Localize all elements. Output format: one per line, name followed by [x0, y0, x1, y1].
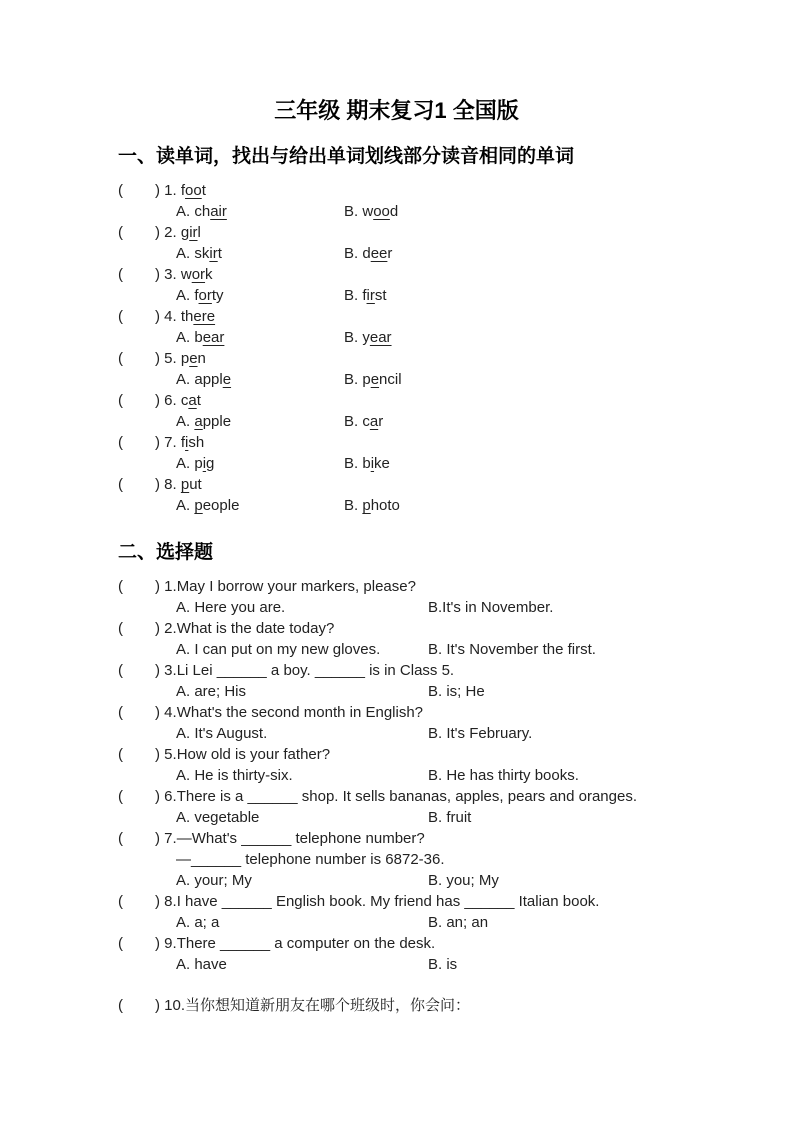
answer-bracket-open: ( — [118, 350, 123, 367]
option-b: B. It's November the first. — [428, 641, 596, 658]
answer-bracket-close: ) — [155, 746, 160, 763]
s1-item-6-word-row — [0, 390, 793, 411]
answer-bracket-open: ( — [118, 935, 123, 952]
option-b-word: year — [362, 329, 392, 346]
s2-item-7-options-row — [0, 870, 793, 891]
question-text: I have ______ English book. My friend has ______ Italian book. — [176, 893, 600, 910]
s2-item-9-options-row — [0, 954, 793, 975]
s1-item-4 — [0, 306, 793, 348]
option-a — [176, 453, 214, 474]
s1-item-1 — [0, 180, 793, 222]
answer-bracket-open: ( — [118, 830, 123, 847]
option-b: B. an; an — [428, 914, 489, 931]
question-line — [155, 618, 334, 639]
question-text: —What's ______ telephone number? — [176, 830, 425, 847]
answer-bracket-open: ( — [118, 392, 123, 409]
answer-bracket-close: ) — [155, 224, 160, 241]
answer-bracket-open: ( — [118, 434, 123, 451]
answer-bracket-open: ( — [118, 266, 123, 283]
underlined-letters: ee — [370, 245, 388, 262]
option-a: A. vegetable — [176, 809, 260, 826]
option-a: A. It's August. — [176, 725, 268, 742]
option-b — [344, 369, 402, 390]
option-b-word: pencil — [362, 371, 402, 388]
answer-bracket-close: ) — [155, 788, 160, 805]
answer-bracket-close: ) — [155, 182, 160, 199]
option-a: A. a; a — [176, 914, 220, 931]
option-b: B. is; He — [428, 683, 485, 700]
question-text: What's the second month in English? — [176, 704, 424, 721]
underlined-letters: oo — [373, 203, 390, 220]
item-number: 8. — [164, 476, 177, 493]
s2-item-7-question-row — [0, 828, 793, 849]
option-a — [176, 369, 231, 390]
item-number: 4. — [164, 308, 177, 325]
s2-item-6-options-row — [0, 807, 793, 828]
option-b — [344, 243, 392, 264]
underlined-letters: ir — [209, 245, 218, 262]
s1-item-5-options-row — [0, 369, 793, 390]
option-b-label: B. — [344, 455, 359, 472]
section1-heading: 一、读单词，找出与给出单词划线部分读音相同的单词 — [118, 146, 575, 167]
answer-bracket-open: ( — [118, 893, 123, 910]
option-b — [344, 285, 387, 306]
option-b-label: B. — [344, 497, 359, 514]
option-b-word: bike — [362, 455, 390, 472]
underlined-letters: p — [194, 497, 203, 514]
s2-item-1 — [0, 576, 793, 618]
answer-bracket-close: ) — [155, 935, 160, 952]
s2-item-4-options-row — [0, 723, 793, 744]
answer-bracket-close: ) — [155, 350, 160, 367]
underlined-letters: air — [210, 203, 227, 220]
underlined-letters: ear — [202, 329, 225, 346]
underlined-letters: ere — [193, 308, 216, 325]
s2-item-9-question-row — [0, 933, 793, 954]
s2-item-7-question-line2-row — [0, 849, 793, 870]
word-line — [155, 264, 213, 285]
s1-item-8 — [0, 474, 793, 516]
underlined-letters: e — [222, 371, 232, 388]
underlined-letters: ear — [369, 329, 392, 346]
answer-bracket-close: ) — [155, 578, 160, 595]
word-line — [155, 390, 201, 411]
target-word: cat — [180, 392, 201, 409]
underlined-letters: ir — [366, 287, 375, 304]
option-a-word: bear — [194, 329, 225, 346]
question-line — [155, 576, 416, 597]
item-number: 6. — [164, 392, 177, 409]
item-number: 5. — [164, 746, 177, 763]
option-a-label: A. — [176, 329, 191, 346]
option-b-label: B. — [344, 413, 359, 430]
page-title: 三年级 期末复习1 全国版 — [274, 98, 519, 123]
option-b-word: wood — [362, 203, 399, 220]
underlined-letters: i — [185, 434, 189, 451]
s1-item-3-word-row — [0, 264, 793, 285]
option-a: A. I can put on my new gloves. — [176, 641, 381, 658]
option-a — [176, 201, 227, 222]
s2-item-5-question-row — [0, 744, 793, 765]
s1-item-1-word-row — [0, 180, 793, 201]
target-word: there — [180, 308, 216, 325]
option-b-word: photo — [362, 497, 400, 514]
underlined-letters: a — [369, 413, 379, 430]
answer-bracket-open: ( — [118, 224, 123, 241]
s2-item-7 — [0, 828, 793, 891]
s1-item-2-options-row — [0, 243, 793, 264]
s1-item-8-options-row — [0, 495, 793, 516]
s1-item-7-word-row — [0, 432, 793, 453]
question-text: What is the date today? — [176, 620, 335, 637]
option-a-word: pig — [194, 455, 215, 472]
item-number: 7. — [164, 434, 177, 451]
question-line — [155, 786, 637, 807]
s1-item-5-word-row — [0, 348, 793, 369]
option-b — [344, 411, 383, 432]
item-number: 2. — [164, 224, 177, 241]
s1-item-5 — [0, 348, 793, 390]
item-number: 3. — [164, 662, 177, 679]
s2-item-3 — [0, 660, 793, 702]
question-line — [155, 995, 470, 1016]
underlined-letters: e — [370, 371, 380, 388]
option-a-label: A. — [176, 371, 191, 388]
s2-item-3-question-row — [0, 660, 793, 681]
answer-bracket-close: ) — [155, 434, 160, 451]
underlined-letters: e — [189, 350, 198, 367]
option-a-label: A. — [176, 455, 191, 472]
s2-item-1-question-row — [0, 576, 793, 597]
word-line — [155, 222, 201, 243]
underlined-letters: a — [188, 392, 197, 409]
s2-item-5-options-row — [0, 765, 793, 786]
option-b-label: B. — [344, 371, 359, 388]
target-word: girl — [180, 224, 201, 241]
item-number: 4. — [164, 704, 177, 721]
s2-item-8-question-row — [0, 891, 793, 912]
question-text: There is a ______ shop. It sells bananas, apples, pears and oranges. — [176, 788, 637, 805]
option-b — [344, 495, 400, 516]
answer-bracket-close: ) — [155, 476, 160, 493]
s2-item-8 — [0, 891, 793, 933]
question-text: 当你想知道新朋友在哪个班级时，你会问： — [185, 997, 471, 1014]
option-a: A. your; My — [176, 872, 252, 889]
s1-item-7 — [0, 432, 793, 474]
answer-bracket-open: ( — [118, 746, 123, 763]
answer-bracket-close: ) — [155, 266, 160, 283]
option-b — [344, 327, 392, 348]
option-a: A. are; His — [176, 683, 247, 700]
option-a-word: apple — [194, 413, 232, 430]
option-a: A. Here you are. — [176, 599, 286, 616]
word-line — [155, 432, 204, 453]
s1-item-3 — [0, 264, 793, 306]
s2-item-2-options-row — [0, 639, 793, 660]
target-word: work — [180, 266, 213, 283]
option-b-label: B. — [344, 245, 359, 262]
option-a-label: A. — [176, 497, 191, 514]
option-a — [176, 243, 222, 264]
option-a-word: skirt — [194, 245, 222, 262]
option-a-label: A. — [176, 245, 191, 262]
answer-bracket-open: ( — [118, 662, 123, 679]
question-line — [155, 660, 454, 681]
underlined-letters: i — [202, 455, 207, 472]
option-a-word: chair — [194, 203, 227, 220]
answer-bracket-open: ( — [118, 704, 123, 721]
item-number: 7. — [164, 830, 177, 847]
option-b: B. He has thirty books. — [428, 767, 579, 784]
item-number: 6. — [164, 788, 177, 805]
s1-item-3-options-row — [0, 285, 793, 306]
word-line — [155, 474, 202, 495]
item-number: 1. — [164, 182, 177, 199]
option-a: A. have — [176, 956, 227, 973]
underlined-letters: or — [191, 266, 206, 283]
underlined-letters: p — [180, 476, 190, 493]
s2-item-5 — [0, 744, 793, 786]
option-a — [176, 495, 239, 516]
s2-item-9 — [0, 933, 793, 975]
option-b-label: B. — [344, 203, 359, 220]
s2-item-2 — [0, 618, 793, 660]
s2-item-6-question-row — [0, 786, 793, 807]
option-b: B.It's in November. — [428, 599, 554, 616]
answer-bracket-open: ( — [118, 578, 123, 595]
question-line — [155, 702, 423, 723]
option-b: B. It's February. — [428, 725, 533, 742]
section2-heading: 二、选择题 — [118, 542, 214, 563]
s1-item-4-word-row — [0, 306, 793, 327]
option-b-word: deer — [362, 245, 393, 262]
s2-item-1-options-row — [0, 597, 793, 618]
underlined-letters: a — [194, 413, 203, 430]
answer-bracket-close: ) — [155, 830, 160, 847]
target-word: put — [180, 476, 202, 493]
item-number: 3. — [164, 266, 177, 283]
s1-item-6-options-row — [0, 411, 793, 432]
answer-bracket-open: ( — [118, 788, 123, 805]
section1-items — [0, 180, 793, 516]
option-b-label: B. — [344, 329, 359, 346]
underlined-letters: p — [362, 497, 371, 514]
question-text-line2: —______ telephone number is 6872-36. — [176, 851, 445, 868]
option-a-label: A. — [176, 203, 191, 220]
item-number: 1. — [164, 578, 177, 595]
option-a-label: A. — [176, 413, 191, 430]
answer-bracket-open: ( — [118, 620, 123, 637]
option-b — [344, 453, 390, 474]
question-line — [155, 933, 435, 954]
underlined-letters: ir — [189, 224, 198, 241]
option-b-label: B. — [344, 287, 359, 304]
word-line — [155, 306, 215, 327]
item-number: 5. — [164, 350, 177, 367]
answer-bracket-close: ) — [155, 308, 160, 325]
option-b-word: car — [362, 413, 384, 430]
s1-item-2 — [0, 222, 793, 264]
option-b: B. is — [428, 956, 458, 973]
answer-bracket-open: ( — [118, 476, 123, 493]
word-line — [155, 348, 206, 369]
target-word: fish — [180, 434, 205, 451]
question-line — [155, 891, 599, 912]
answer-bracket-open: ( — [118, 182, 123, 199]
s2-item-6 — [0, 786, 793, 828]
s2-item-10 — [0, 995, 793, 1016]
s1-item-8-word-row — [0, 474, 793, 495]
underlined-letters: i — [370, 455, 375, 472]
question-line — [155, 744, 330, 765]
option-a-label: A. — [176, 287, 191, 304]
question-text: Li Lei ______ a boy. ______ is in Class 5. — [176, 662, 455, 679]
s1-item-1-options-row — [0, 201, 793, 222]
answer-bracket-close: ) — [155, 704, 160, 721]
s1-item-6 — [0, 390, 793, 432]
question-line — [155, 828, 425, 849]
s2-item-8-options-row — [0, 912, 793, 933]
question-text: There ______ a computer on the desk. — [176, 935, 436, 952]
option-b — [344, 201, 398, 222]
option-b-word: first — [362, 287, 387, 304]
item-number: 2. — [164, 620, 177, 637]
s1-item-4-options-row — [0, 327, 793, 348]
option-a-word: apple — [194, 371, 232, 388]
option-a — [176, 411, 231, 432]
option-b: B. fruit — [428, 809, 472, 826]
underlined-letters: oo — [185, 182, 202, 199]
item-number: 9. — [164, 935, 177, 952]
word-line — [155, 180, 206, 201]
option-a-word: forty — [194, 287, 224, 304]
question-text: How old is your father? — [176, 746, 331, 763]
s2-item-10-question-row — [0, 995, 793, 1016]
option-a — [176, 327, 224, 348]
item-number: 10. — [164, 997, 186, 1014]
answer-bracket-open: ( — [118, 997, 123, 1014]
option-a: A. He is thirty-six. — [176, 767, 293, 784]
underlined-letters: or — [198, 287, 212, 304]
s2-item-3-options-row — [0, 681, 793, 702]
answer-bracket-open: ( — [118, 308, 123, 325]
answer-bracket-close: ) — [155, 392, 160, 409]
s2-item-4 — [0, 702, 793, 744]
s2-item-4-question-row — [0, 702, 793, 723]
option-a-word: people — [194, 497, 240, 514]
s1-item-2-word-row — [0, 222, 793, 243]
section2-items — [0, 576, 793, 1016]
target-word: pen — [180, 350, 206, 367]
answer-bracket-close: ) — [155, 662, 160, 679]
option-a — [176, 285, 224, 306]
option-b: B. you; My — [428, 872, 499, 889]
answer-bracket-close: ) — [155, 997, 160, 1014]
s2-item-2-question-row — [0, 618, 793, 639]
target-word: foot — [180, 182, 206, 199]
item-number: 8. — [164, 893, 177, 910]
answer-bracket-close: ) — [155, 893, 160, 910]
answer-bracket-close: ) — [155, 620, 160, 637]
question-text: May I borrow your markers, please? — [176, 578, 416, 595]
s1-item-7-options-row — [0, 453, 793, 474]
